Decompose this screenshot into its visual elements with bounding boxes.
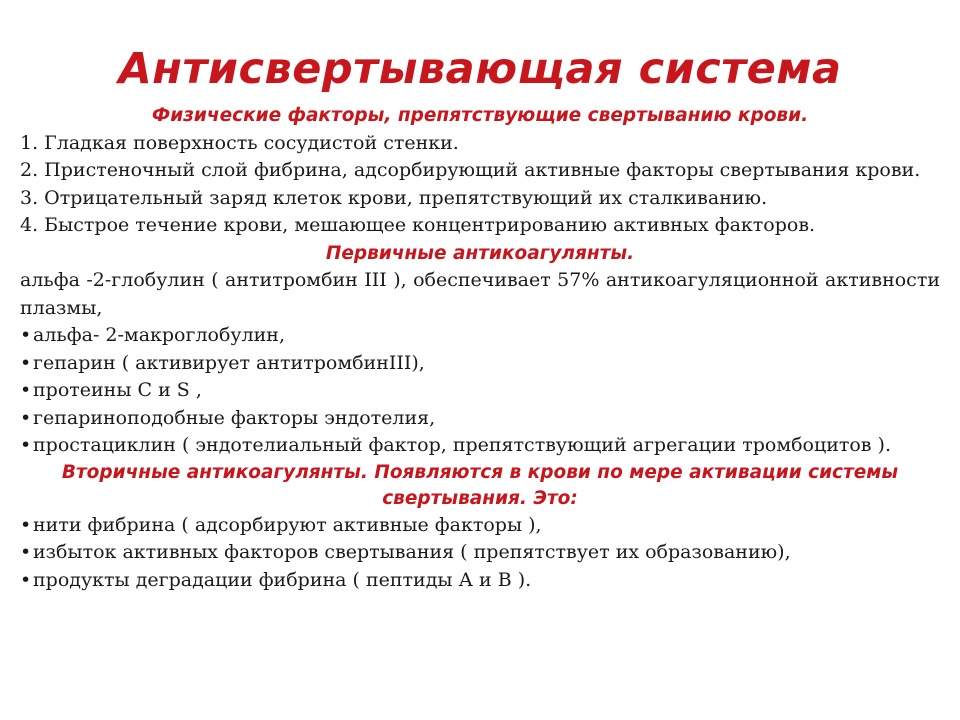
secondary-anticoagulants-heading: Вторичные антикоагулянты. Появляются в крови по мере активации системы свертывания. Это: [61,461,899,509]
slide-body [20,102,940,594]
physical-item-2: 2. Пристеночный слой фибрина, адсорбирующий активные факторы свертывания крови. [20,159,921,181]
primary-intro: альфа -2-глобулин ( антитромбин III ), обеспечивает 57% антикоагуляционной активности плазмы, [20,269,940,319]
primary-anticoagulants-heading: Первичные антикоагулянты. [325,242,635,264]
physical-item-4: 4. Быстрое течение крови, мешающее концентрированию активных факторов. [20,214,816,236]
primary-bullet: • простациклин ( эндотелиальный фактор, препятствующий агрегации тромбоцитов ). [20,432,940,460]
primary-bullet: • альфа- 2-макроглобулин, [20,322,940,350]
secondary-bullet: • избыток активных факторов свертывания ( препятствует их образованию), [20,539,940,567]
physical-item-3: 3. Отрицательный заряд клеток крови, препятствующий их сталкиванию. [20,186,768,209]
primary-bullet: • гепариноподобные факторы эндотелия, [20,405,940,433]
slide-title: Антисвертывающая система [118,44,842,94]
physical-item-1: 1. Гладкая поверхность сосудистой стенки. [20,131,459,154]
secondary-bullet: • нити фибрина ( адсорбируют активные факторы ), [20,512,940,540]
primary-bullet: • гепарин ( активирует антитромбинIII), [20,350,940,378]
primary-bullet: • протеины С и S , [20,377,940,405]
secondary-bullet: • продукты деградации фибрина ( пептиды А и В ). [20,567,940,595]
physical-factors-heading: Физические факторы, препятствующие свертыванию крови. [151,105,809,126]
